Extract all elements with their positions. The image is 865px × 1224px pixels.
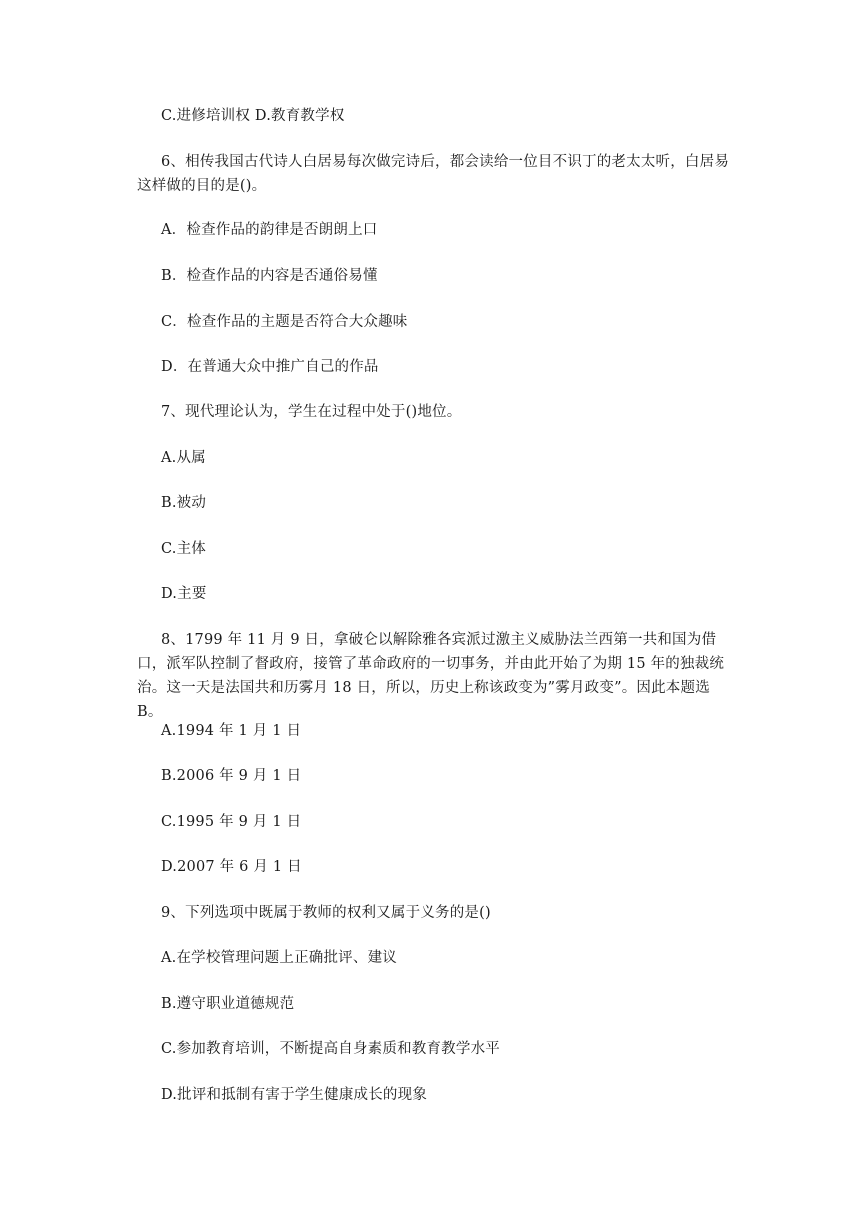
question-8: 8、1799 年 11 月 9 日，拿破仑以解除雅各宾派过激主义威胁法兰西第一共和国为借口，派军队控制了督政府，接管了革命政府的一切事务，并由此开始了为期 15 年的独裁统治。这一天是法国共和历雾月 18 日，所以，历史上称该政变为”雾月政变”。因此本题选 B。 <box>137 632 725 720</box>
q7-option-a: A.从属 <box>161 450 206 466</box>
q7-option-b: B.被动 <box>161 495 207 511</box>
q8-option-d: D.2007 年 6 月 1 日 <box>161 859 302 875</box>
q9-option-d: D.批评和抵制有害于学生健康成长的现象 <box>161 1087 428 1103</box>
question-7: 7、现代理论认为，学生在过程中处于()地位。 <box>161 404 462 420</box>
q6-option-a: A．检查作品的韵律是否朗朗上口 <box>161 222 378 238</box>
q6-option-c: C．检查作品的主题是否符合大众趣味 <box>161 314 408 330</box>
q9-option-a: A.在学校管理问题上正确批评、建议 <box>161 950 397 966</box>
q8-option-a: A.1994 年 1 月 1 日 <box>161 723 302 739</box>
q8-option-b: B.2006 年 9 月 1 日 <box>161 768 302 784</box>
q9-option-b: B.遵守职业道德规范 <box>161 996 295 1012</box>
question-6: 6、相传我国古代诗人白居易每次做完诗后，都会读给一位目不识丁的老太太听，白居易这样做的目的是()。 <box>137 154 730 194</box>
q8-option-c: C.1995 年 9 月 1 日 <box>161 814 302 830</box>
option-line-c-d-q5: C.进修培训权 D.教育教学权 <box>161 108 345 124</box>
q6-option-b: B．检查作品的内容是否通俗易懂 <box>161 268 378 284</box>
q6-option-d: D．在普通大众中推广自己的作品 <box>161 359 379 375</box>
q7-option-d: D.主要 <box>161 586 207 602</box>
question-9: 9、下列选项中既属于教师的权利又属于义务的是() <box>161 905 491 921</box>
q7-option-c: C.主体 <box>161 541 206 557</box>
q9-option-c: C.参加教育培训，不断提高自身素质和教育教学水平 <box>161 1041 500 1057</box>
